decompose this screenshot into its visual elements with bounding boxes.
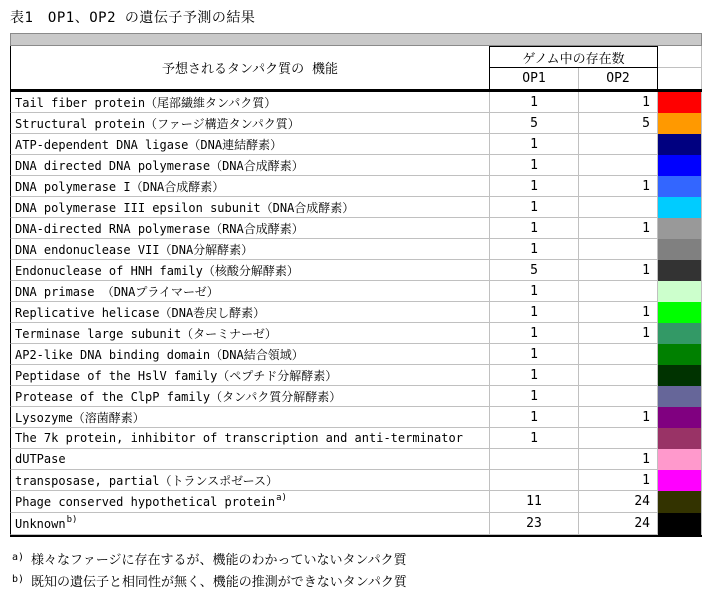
color-swatch: [658, 323, 702, 344]
footnote-a: [12, 549, 407, 568]
op1-count-cell: 1: [490, 428, 579, 449]
color-swatch: [658, 134, 702, 155]
op1-count-cell: 1: [490, 218, 579, 239]
op1-count-cell: 1: [490, 92, 579, 113]
table-row: [10, 260, 702, 281]
table-row: [10, 407, 702, 428]
table-row: [10, 491, 702, 513]
op1-count-cell: 1: [490, 197, 579, 218]
op2-count-cell: [579, 344, 658, 365]
color-swatch: [658, 155, 702, 176]
function-cell: dUTPase: [10, 449, 490, 470]
table-row: [10, 428, 702, 449]
table-row: [10, 155, 702, 176]
table-row: [10, 134, 702, 155]
table-row: [10, 281, 702, 302]
op2-count-cell: 5: [579, 113, 658, 134]
op2-count-cell: 1: [579, 407, 658, 428]
function-cell: DNA directed DNA polymerase（DNA合成酵素）: [10, 155, 490, 176]
function-cell: Structural protein（ファージ構造タンパク質）: [10, 113, 490, 134]
color-swatch: [658, 176, 702, 197]
color-swatch: [658, 92, 702, 113]
op2-count-cell: [579, 386, 658, 407]
table-row: [10, 365, 702, 386]
op1-count-cell: 1: [490, 176, 579, 197]
function-cell: DNA polymerase I（DNA合成酵素）: [10, 176, 490, 197]
color-swatch: [658, 386, 702, 407]
function-cell: DNA polymerase III epsilon subunit（DNA合成酵素）: [10, 197, 490, 218]
function-cell: Endonuclease of HNH family（核酸分解酵素）: [10, 260, 490, 281]
function-cell: Phage conserved hypothetical protein a): [10, 491, 490, 513]
color-swatch: [658, 197, 702, 218]
table-bottom-border: [10, 535, 702, 537]
table-row: [10, 513, 702, 535]
op2-count-cell: [579, 239, 658, 260]
function-cell: DNA primase （DNAプライマーゼ）: [10, 281, 490, 302]
op2-count-cell: [579, 197, 658, 218]
op2-count-cell: 1: [579, 449, 658, 470]
table-row: [10, 197, 702, 218]
table-row: [10, 449, 702, 470]
color-swatch: [658, 491, 702, 513]
color-swatch: [658, 113, 702, 134]
color-swatch: [658, 407, 702, 428]
function-cell: AP2-like DNA binding domain（DNA結合領域）: [10, 344, 490, 365]
table-row: [10, 113, 702, 134]
header-function-column: 予想されるタンパク質の 機能: [10, 46, 490, 89]
function-cell: DNA-directed RNA polymerase（RNA合成酵素）: [10, 218, 490, 239]
function-cell: Tail fiber protein（尾部繊維タンパク質）: [10, 92, 490, 113]
op1-count-cell: 1: [490, 134, 579, 155]
table-row: [10, 218, 702, 239]
header-op1-column: OP1: [490, 68, 579, 89]
color-swatch: [658, 344, 702, 365]
function-cell: ATP-dependent DNA ligase（DNA連結酵素）: [10, 134, 490, 155]
op1-count-cell: 1: [490, 239, 579, 260]
op1-count-cell: 5: [490, 260, 579, 281]
op1-count-cell: 1: [490, 302, 579, 323]
op2-count-cell: 1: [579, 323, 658, 344]
footnote-a-marker: a): [12, 552, 25, 563]
function-cell: Lysozyme（溶菌酵素）: [10, 407, 490, 428]
color-swatch: [658, 218, 702, 239]
footnote-a-text: 様々なファージに存在するが、機能のわかっていないタンパク質: [31, 553, 407, 568]
table-row: [10, 302, 702, 323]
color-swatch: [658, 239, 702, 260]
op2-count-cell: [579, 155, 658, 176]
function-cell: Terminase large subunit（ターミナーゼ）: [10, 323, 490, 344]
color-swatch: [658, 281, 702, 302]
function-cell: transposase, partial（トランスポゼース）: [10, 470, 490, 491]
op2-count-cell: 1: [579, 302, 658, 323]
table-row: [10, 386, 702, 407]
op2-count-cell: 1: [579, 260, 658, 281]
op2-count-cell: 24: [579, 513, 658, 535]
table-body: [10, 92, 702, 535]
color-swatch: [658, 513, 702, 535]
op2-count-cell: 1: [579, 92, 658, 113]
op1-count-cell: 1: [490, 365, 579, 386]
color-swatch: [658, 302, 702, 323]
header-op2-column: OP2: [579, 68, 658, 89]
table-row: [10, 344, 702, 365]
table-row: [10, 470, 702, 491]
op2-count-cell: 1: [579, 218, 658, 239]
results-table: [10, 33, 702, 537]
op2-count-cell: [579, 134, 658, 155]
op1-count-cell: [490, 449, 579, 470]
header-color-column: [658, 46, 702, 89]
op2-count-cell: 1: [579, 176, 658, 197]
op2-count-cell: 24: [579, 491, 658, 513]
color-swatch: [658, 449, 702, 470]
table-title: 表1 OP1、OP2 の遺伝子予測の結果: [10, 10, 256, 26]
op2-count-cell: 1: [579, 470, 658, 491]
op1-count-cell: 1: [490, 386, 579, 407]
footnote-b-marker: b): [12, 574, 25, 585]
op1-count-cell: 1: [490, 407, 579, 428]
header-genome-count-group: ゲノム中の存在数: [490, 46, 658, 68]
table-row: [10, 323, 702, 344]
op2-count-cell: [579, 281, 658, 302]
table-row: [10, 176, 702, 197]
op1-count-cell: 1: [490, 155, 579, 176]
op1-count-cell: [490, 470, 579, 491]
function-cell: Protease of the ClpP family（タンパク質分解酵素）: [10, 386, 490, 407]
op1-count-cell: 1: [490, 344, 579, 365]
function-cell: DNA endonuclease VII（DNA分解酵素）: [10, 239, 490, 260]
footnote-b-text: 既知の遺伝子と相同性が無く、機能の推測ができないタンパク質: [31, 575, 407, 590]
footnote-b: [12, 571, 407, 590]
table-header: [10, 46, 702, 89]
color-swatch: [658, 365, 702, 386]
table-top-gray-bar: [10, 33, 702, 46]
op1-count-cell: 1: [490, 281, 579, 302]
op2-count-cell: [579, 428, 658, 449]
table-row: [10, 239, 702, 260]
function-cell: Peptidase of the HslV family（ペプチド分解酵素）: [10, 365, 490, 386]
color-swatch: [658, 260, 702, 281]
op2-count-cell: [579, 365, 658, 386]
function-cell: The 7k protein, inhibitor of transcription and anti-terminator: [10, 428, 490, 449]
function-cell: Replicative helicase（DNA巻戻し酵素）: [10, 302, 490, 323]
op1-count-cell: 5: [490, 113, 579, 134]
color-swatch: [658, 470, 702, 491]
function-cell: Unknown b): [10, 513, 490, 535]
color-swatch: [658, 428, 702, 449]
op1-count-cell: 11: [490, 491, 579, 513]
op1-count-cell: 1: [490, 323, 579, 344]
table-row: [10, 92, 702, 113]
op1-count-cell: 23: [490, 513, 579, 535]
